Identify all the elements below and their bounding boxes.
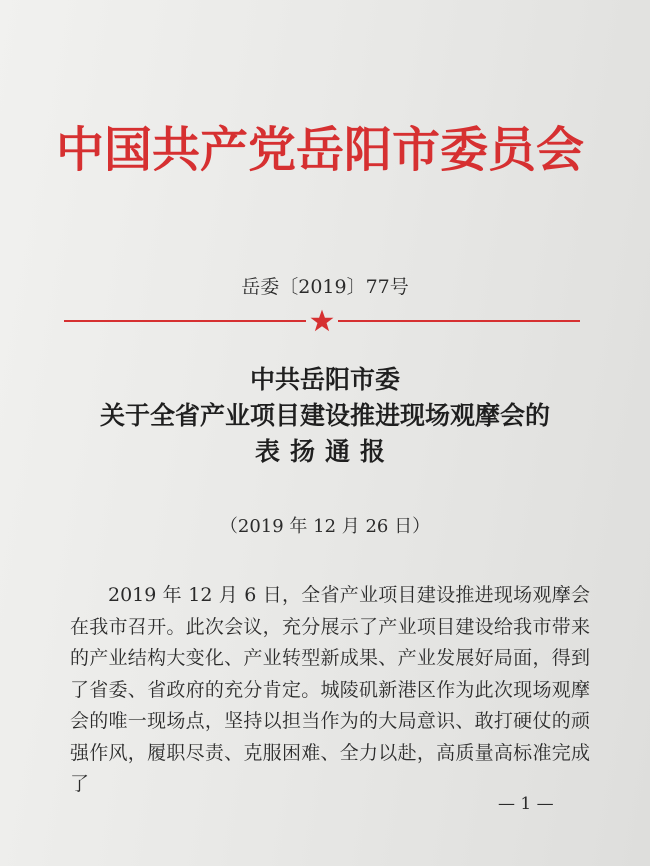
document-number: 岳委〔2019〕77号 bbox=[241, 276, 409, 298]
title-line-3: 表扬通报 bbox=[254, 437, 395, 466]
separator-line-right bbox=[338, 320, 580, 322]
issuer-header: 中国共产党岳阳市委员会 bbox=[55, 122, 584, 178]
title-line-1: 中共岳阳市委 bbox=[249, 365, 400, 394]
title-line-2: 关于全省产业项目建设推进现场观摩会的 bbox=[99, 401, 550, 430]
separator-line-left bbox=[64, 320, 306, 322]
page-number: — 1 — bbox=[498, 794, 554, 814]
red-star-icon bbox=[309, 308, 335, 334]
notice-title bbox=[0, 362, 650, 470]
body-paragraph: 2019 年 12 月 6 日，全省产业项目建设推进现场观摩会在我市召开。此次会议，充分展示了产业项目建设给我市带来的产业结构大变化、产业转型新成果、产业发展好局面，得到了省委、省政府的充分肯定。城陵矶新港区作为此次现场观摩会的唯一现场点，坚持以担当作为的大局意识、敢打硬仗的顽强作风，履职尽责、克服困难、全力以赴，高质量高标准完成了 bbox=[70, 584, 590, 795]
red-separator bbox=[64, 314, 580, 330]
issue-date: （2019 年 12 月 26 日） bbox=[219, 516, 431, 537]
